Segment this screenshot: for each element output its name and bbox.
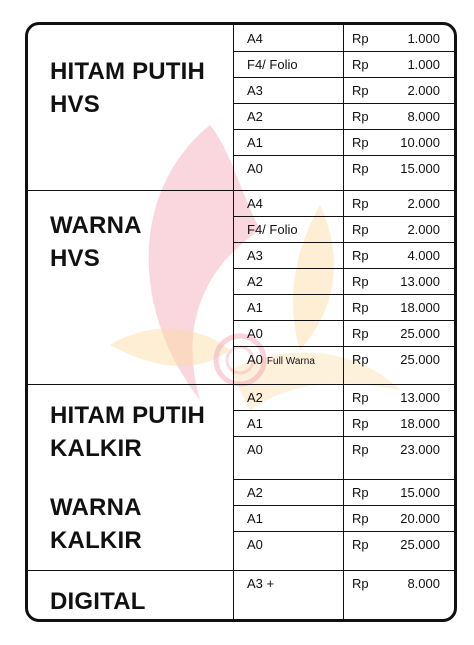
paper-size-label: A0 [247, 442, 263, 457]
price-value: 8.000 [407, 109, 440, 124]
price-value: 13.000 [400, 274, 440, 289]
category-title-line: HVS [50, 91, 100, 118]
price-row [233, 437, 454, 463]
paper-size [247, 295, 263, 321]
category-title-line: KALKIR [50, 527, 142, 554]
price-value: 4.000 [407, 248, 440, 263]
paper-size-label: A4 [247, 196, 263, 211]
price-row [233, 295, 454, 321]
price-row [233, 506, 454, 532]
currency-label: Rp [352, 31, 369, 46]
paper-size [247, 269, 263, 295]
price-value: 20.000 [400, 511, 440, 526]
currency-label: Rp [352, 161, 369, 176]
currency-label: Rp [352, 326, 369, 341]
price-value: 23.000 [400, 442, 440, 457]
paper-size-label: A0 [247, 537, 263, 552]
paper-size [247, 411, 263, 437]
category-title-line: DIGITAL [50, 588, 146, 615]
paper-size [247, 532, 263, 558]
category-title-line: WARNA [50, 494, 142, 521]
price-row [233, 347, 454, 373]
currency-label: Rp [352, 511, 369, 526]
paper-size-label: F4/ Folio [247, 222, 298, 237]
paper-size-label: A4 [247, 31, 263, 46]
price-list-table [25, 22, 457, 622]
paper-size-label: A2 [247, 485, 263, 500]
category-title-line: HITAM PUTIH [50, 58, 206, 85]
paper-size [247, 104, 263, 130]
paper-size-label: F4/ Folio [247, 57, 298, 72]
currency-label: Rp [352, 300, 369, 315]
paper-size-label: A1 [247, 300, 263, 315]
price-row [233, 26, 454, 52]
price-row [233, 532, 454, 558]
currency-label: Rp [352, 390, 369, 405]
category-title-hitam-putih-kalkir [50, 399, 205, 465]
currency-label: Rp [352, 109, 369, 124]
paper-size [247, 191, 263, 217]
currency-label: Rp [352, 485, 369, 500]
paper-size [247, 506, 263, 532]
currency-label: Rp [352, 57, 369, 72]
category-title-line: KALKIR [50, 435, 142, 462]
currency-label: Rp [352, 416, 369, 431]
category-title-warna-kalkir [50, 491, 142, 557]
paper-size-label: A1 [247, 416, 263, 431]
paper-size [247, 437, 263, 463]
price-value: 15.000 [400, 485, 440, 500]
currency-label: Rp [352, 248, 369, 263]
paper-size-label: A2 [247, 109, 263, 124]
price-row [233, 156, 454, 182]
category-title-line: HITAM PUTIH [50, 402, 206, 429]
price-row [233, 191, 454, 217]
category-title-line: HVS [50, 245, 100, 272]
price-value: 1.000 [407, 57, 440, 72]
paper-size [247, 52, 298, 78]
paper-size-label: A1 [247, 511, 263, 526]
paper-size [247, 347, 315, 375]
price-row [233, 104, 454, 130]
price-row [233, 269, 454, 295]
price-value: 2.000 [407, 196, 440, 211]
paper-size-label: A0 [247, 352, 263, 367]
currency-label: Rp [352, 135, 369, 150]
price-row [233, 243, 454, 269]
paper-size-label: A3 [247, 248, 263, 263]
price-value: 25.000 [400, 326, 440, 341]
category-title-digital [50, 585, 146, 618]
paper-size [247, 243, 263, 269]
currency-label: Rp [352, 83, 369, 98]
price-value: 2.000 [407, 222, 440, 237]
paper-size [247, 321, 263, 347]
price-value: 18.000 [400, 416, 440, 431]
currency-label: Rp [352, 537, 369, 552]
category-title-line: WARNA [50, 212, 142, 239]
category-title-warna-hvs [50, 209, 142, 275]
paper-size-label: A2 [247, 274, 263, 289]
currency-label: Rp [352, 352, 369, 367]
paper-size [247, 385, 263, 411]
price-row [233, 321, 454, 347]
paper-size [247, 156, 263, 182]
price-value: 10.000 [400, 135, 440, 150]
paper-size [247, 571, 274, 597]
paper-size-label: A0 [247, 326, 263, 341]
price-row [233, 130, 454, 156]
price-row [233, 480, 454, 506]
price-row [233, 52, 454, 78]
currency-label: Rp [352, 576, 369, 591]
price-value: 13.000 [400, 390, 440, 405]
paper-size-label: A3 + [247, 576, 275, 591]
price-value: 18.000 [400, 300, 440, 315]
price-row [233, 78, 454, 104]
paper-size-label: A1 [247, 135, 263, 150]
price-value: 8.000 [407, 576, 440, 591]
paper-size-label: A3 [247, 83, 263, 98]
price-row [233, 571, 454, 597]
price-row [233, 385, 454, 411]
price-value: 25.000 [400, 537, 440, 552]
paper-size [247, 26, 263, 52]
price-value: 15.000 [400, 161, 440, 176]
currency-label: Rp [352, 442, 369, 457]
price-value: 2.000 [407, 83, 440, 98]
paper-size [247, 217, 298, 243]
category-title-hitam-putih-hvs [50, 55, 205, 121]
currency-label: Rp [352, 196, 369, 211]
price-row [233, 411, 454, 437]
price-value: 1.000 [407, 31, 440, 46]
paper-size [247, 78, 263, 104]
currency-label: Rp [352, 274, 369, 289]
paper-size [247, 480, 263, 506]
paper-size-note: Full Warna [266, 356, 315, 367]
paper-size-label: A0 [247, 161, 263, 176]
paper-size [247, 130, 263, 156]
price-value: 25.000 [400, 352, 440, 367]
currency-label: Rp [352, 222, 369, 237]
paper-size-label: A2 [247, 390, 263, 405]
price-row [233, 217, 454, 243]
